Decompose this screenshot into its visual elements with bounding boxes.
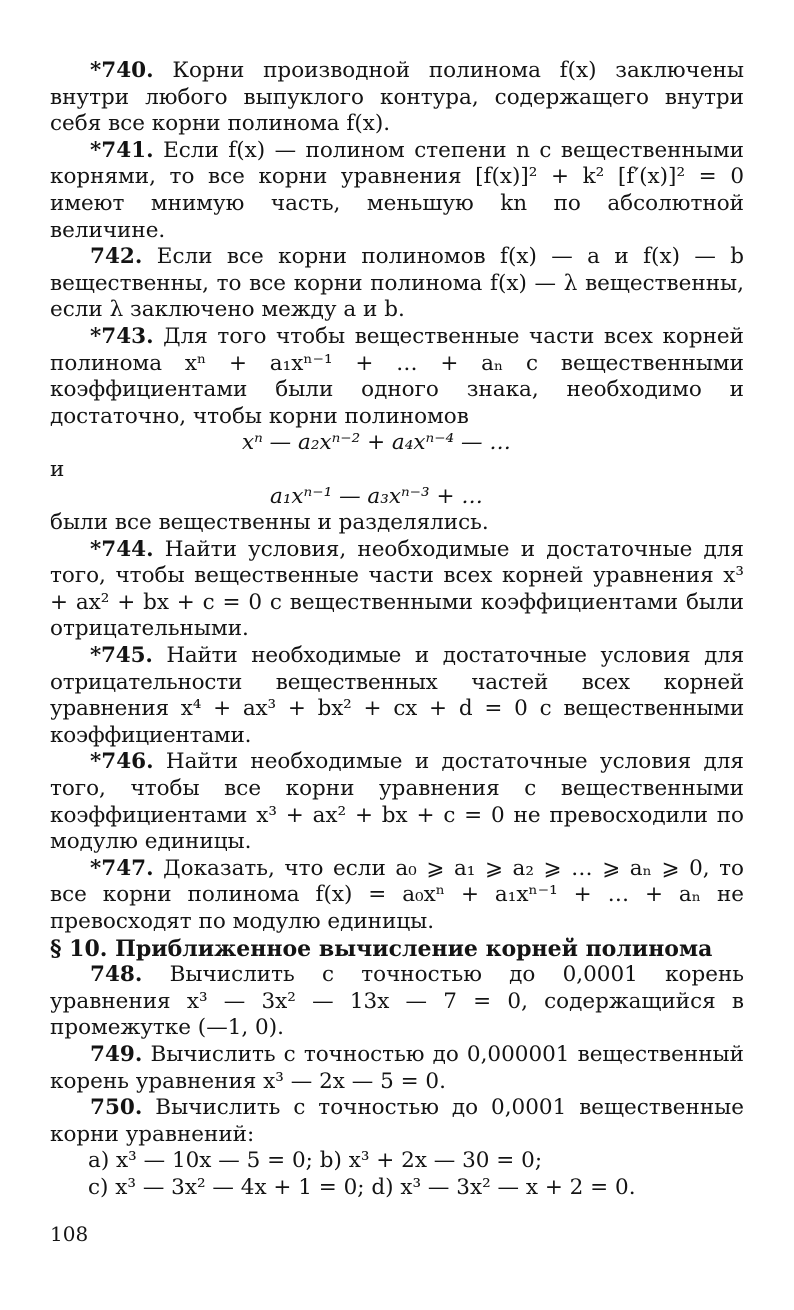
problem-747 [50, 856, 744, 936]
problem-745 [50, 643, 744, 749]
equation-list-item: c) x³ — 3x² — 4x + 1 = 0; d) x³ — 3x² — x + 2 = 0. [88, 1174, 636, 1200]
conjunction: и [50, 456, 65, 482]
problem-744 [50, 537, 744, 643]
equation-list-item: a) x³ — 10x — 5 = 0; b) x³ + 2x — 30 = 0; [88, 1148, 543, 1174]
display-formula-2: a₁xⁿ⁻¹ — a₃xⁿ⁻³ + … [270, 483, 483, 509]
page-number: 108 [50, 1222, 89, 1246]
problem-number: *743. [90, 323, 154, 349]
problem-number: *745. [90, 643, 153, 669]
problem-text: Доказать, что если a₀ ⩾ a₁ ⩾ a₂ ⩾ … ⩾ aₙ ⩾ 0, то все корни полинома f(x) = a₀xⁿ + a₁xⁿ⁻¹ + … + aₙ не превосходят по модулю единицы. [50, 855, 744, 934]
problem-text: Вычислить с точностью до 0,0001 корень уравнения x³ — 3x² — 13x — 7 = 0, содержащийся в промежутке (—1, 0). [50, 962, 744, 1041]
problem-number: 750. [90, 1095, 143, 1121]
problem-text: Найти необходимые и достаточные условия для того, чтобы все корни уравнения с вещественными коэффициентами x³ + ax² + bx + c = 0 не превосходили по модулю единицы. [50, 749, 744, 855]
problem-743-continuation: были все вещественны и разделялись. [50, 510, 489, 536]
problem-740 [50, 58, 744, 138]
display-formula-1: xⁿ — a₂xⁿ⁻² + a₄xⁿ⁻⁴ — … [242, 430, 511, 456]
section-heading: § 10. Приближенное вычисление корней полинома [50, 935, 713, 962]
problem-number: *744. [90, 536, 154, 562]
problem-text: Вычислить с точностью до 0,0001 вещественные корни уравнений: [50, 1095, 744, 1147]
problem-number: *747. [90, 855, 154, 881]
problem-number: 749. [90, 1041, 143, 1067]
problem-number: 742. [90, 244, 143, 270]
problem-text: Если все корни полиномов f(x) — a и f(x) — b вещественны, то все корни полинома f(x) — λ вещественны, если λ заключено между a и b. [50, 244, 744, 323]
problem-number: *741. [90, 137, 154, 163]
problem-742 [50, 244, 744, 324]
problem-text: Для того чтобы вещественные части всех корней полинома xⁿ + a₁xⁿ⁻¹ + … + aₙ с вещественными коэффициентами были одного знака, необходимо и достаточно, чтобы корни полиномов [50, 323, 744, 429]
problem-number: 748. [90, 962, 143, 988]
problem-text: Корни производной полинома f(x) заключены внутри любого выпуклого контура, содержащего внутри себя все корни полинома f(x). [50, 58, 744, 137]
problem-number: *740. [90, 58, 154, 83]
problem-741 [50, 138, 744, 244]
problem-748 [50, 962, 744, 1042]
problem-749 [50, 1042, 744, 1095]
problem-743 [50, 324, 744, 430]
problem-text: Найти условия, необходимые и достаточные для того, чтобы вещественные части всех корней уравнения x³ + ax² + bx + c = 0 с вещественными коэффициентами были отрицательными. [50, 536, 744, 642]
text-column [50, 58, 744, 1202]
problem-number: *746. [90, 749, 154, 775]
problem-text: Вычислить с точностью до 0,000001 вещественный корень уравнения x³ — 2x — 5 = 0. [50, 1041, 744, 1094]
problem-text: Найти необходимые и достаточные условия для отрицательности вещественных частей всех корней уравнения x⁴ + ax³ + bx² + cx + d = 0 с вещественными коэффициентами. [50, 643, 744, 748]
problem-text: Если f(x) — полином степени n с вещественными корнями, то все корни уравнения [f(x)]² + k² [f′(x)]² = 0 имеют мнимую часть, меньшую kn по абсолютной величине. [50, 137, 744, 243]
problem-746 [50, 749, 744, 855]
problem-750 [50, 1095, 744, 1148]
